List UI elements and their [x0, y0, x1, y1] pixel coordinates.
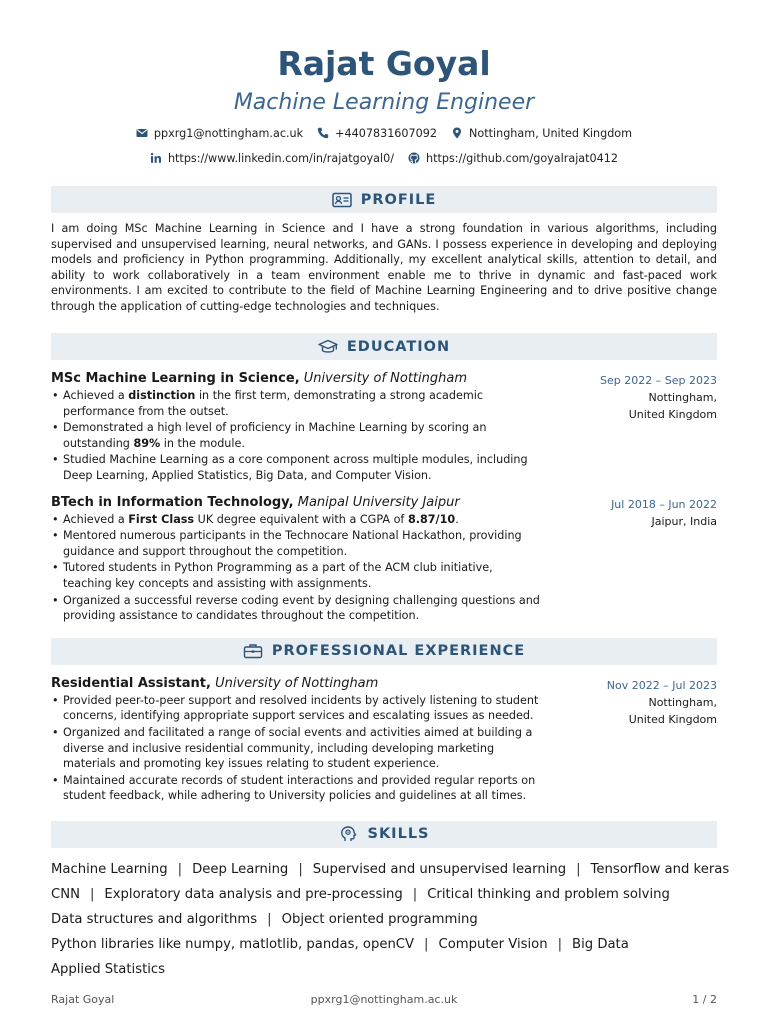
skill-item: Critical thinking and problem solving	[427, 886, 670, 902]
bullet-item: • Mentored numerous participants in the Technocare National Hackathon, providing guidance and support throughout the competition.	[51, 528, 541, 559]
skill-separator: |	[89, 886, 95, 902]
entry-location-line1: Nottingham,	[648, 391, 717, 404]
job-title: Machine Learning Engineer	[233, 90, 535, 115]
contact-row-links	[51, 149, 717, 167]
skill-item: Machine Learning	[51, 861, 168, 877]
contact-github[interactable]	[408, 152, 618, 165]
skill-item: Deep Learning	[192, 861, 289, 877]
entry-meta	[607, 677, 717, 728]
bullet-item: • Studied Machine Learning as a core component across multiple modules, including Deep Learning, Applied Statistics, Big Data, and Computer Vision.	[51, 452, 541, 483]
id-card-icon	[332, 192, 352, 208]
footer-page-number: 1 / 2	[692, 993, 717, 1006]
skill-item: Object oriented programming	[281, 911, 478, 927]
email-text: ppxrg1@nottingham.ac.uk	[153, 126, 304, 140]
education-entry	[51, 494, 717, 624]
bullet-item: • Achieved a distinction in the first term, demonstrating a strong academic performance from the outset.	[51, 388, 541, 419]
candidate-name: Rajat Goyal	[277, 44, 491, 83]
phone-icon	[317, 127, 329, 139]
section-title-profile: PROFILE	[360, 191, 437, 208]
contact-linkedin[interactable]	[150, 152, 394, 165]
section-header-education	[51, 333, 717, 360]
skills-line	[51, 957, 717, 982]
linkedin-text: https://www.linkedin.com/in/rajatgoyal0/	[167, 151, 395, 165]
brain-head-icon	[339, 826, 359, 842]
section-title-education: EDUCATION	[346, 338, 451, 355]
resume-page	[51, 0, 730, 982]
entry-location-line1: Nottingham,	[648, 695, 717, 709]
github-text: https://github.com/goyalrajat0412	[426, 151, 619, 165]
experience-entry	[51, 675, 717, 804]
bullet-item: • Tutored students in Python Programming as a part of the ACM club initiative, teaching key concepts and assisting with assignments.	[51, 560, 541, 591]
entry-location-line2: United Kingdom	[628, 408, 717, 421]
skills-list	[51, 857, 730, 982]
skill-item: Python libraries like numpy, matlotlib, pandas, openCV	[51, 936, 415, 952]
skill-item: Supervised and unsupervised learning	[312, 861, 567, 877]
skill-item: Tensorflow and keras	[590, 861, 730, 877]
contact-phone[interactable]	[317, 127, 437, 140]
entry-location-line2: United Kingdom	[628, 712, 717, 726]
footer-name: Rajat Goyal	[51, 993, 115, 1006]
skill-item: Exploratory data analysis and pre-processing	[104, 886, 403, 902]
section-header-experience	[51, 638, 717, 665]
github-icon	[408, 152, 420, 164]
entry-meta	[600, 372, 717, 423]
entry-bullets	[51, 388, 541, 484]
skill-item: Computer Vision	[438, 936, 548, 952]
footer-email: ppxrg1@nottingham.ac.uk	[310, 993, 458, 1006]
entry-date: Sep 2022 – Sep 2023	[600, 374, 717, 387]
entry-date: Jul 2018 – Jun 2022	[611, 497, 717, 511]
contact-row-primary	[51, 124, 717, 142]
skills-line	[51, 882, 717, 907]
section-title-skills: SKILLS	[367, 826, 430, 843]
degree-name: MSc Machine Learning in Science,	[51, 371, 300, 386]
phone-text: +4407831607092	[335, 126, 438, 140]
role-name: Residential Assistant,	[51, 675, 211, 691]
skill-item: Applied Statistics	[51, 961, 166, 977]
skill-separator: |	[298, 861, 303, 877]
organization-name: University of Nottingham	[215, 675, 379, 691]
page-footer	[51, 993, 717, 1007]
skill-item: Big Data	[572, 936, 629, 952]
section-header-profile	[51, 186, 717, 213]
bullet-item: • Organized a successful reverse coding event by designing challenging questions and providing assistance to candidates throughout the competition.	[51, 593, 541, 624]
section-title-experience: PROFESSIONAL EXPERIENCE	[271, 643, 526, 660]
entry-meta	[611, 496, 717, 530]
profile-summary: I am doing MSc Machine Learning in Science and I have a strong foundation in various algorithms, including supervised and unsupervised learning, neural networks, and GANs. I possess experience in developing and deploying models and proficiency in Python programming. Additionally, my excellent analytical skills, attention to detail, and ability to work collaboratively in a team environment enable me to thrive in dynamic and fast-paced work environments. I am excited to contribute to the field of Machine Learning Engineering and to drive positive change through the application of cutting-edge technologies and techniques.	[51, 222, 717, 313]
section-header-skills	[51, 821, 717, 848]
bullet-item: • Maintained accurate records of student interactions and provided regular reports on student feedback, while adhering to University policies and guidelines at all times.	[51, 773, 541, 804]
contact-location	[451, 127, 632, 140]
skill-separator: |	[576, 861, 581, 877]
entry-location-line1: Jaipur, India	[651, 514, 717, 528]
location-text: Nottingham, United Kingdom	[469, 126, 633, 140]
institution-name: University of Nottingham	[303, 371, 467, 386]
bullet-item: • Provided peer-to-peer support and resolved incidents by actively listening to student concerns, identifying appropriate support services and escalating issues as needed.	[51, 693, 541, 724]
skill-separator: |	[267, 911, 272, 927]
contact-email[interactable]	[136, 127, 303, 140]
skills-line	[51, 907, 717, 932]
education-entry	[51, 370, 717, 484]
skill-item: CNN	[51, 886, 80, 902]
bullet-item: • Demonstrated a high level of proficiency in Machine Learning by scoring an outstanding 89% in the module.	[51, 420, 541, 451]
entry-bullets	[51, 693, 541, 804]
linkedin-icon	[150, 152, 162, 164]
degree-name: BTech in Information Technology,	[51, 494, 294, 510]
briefcase-icon	[243, 643, 263, 659]
bullet-item: • Achieved a First Class UK degree equivalent with a CGPA of 8.87/10.	[51, 512, 541, 528]
envelope-icon	[136, 127, 148, 139]
institution-name: Manipal University Jaipur	[297, 494, 460, 510]
graduation-cap-icon	[318, 339, 338, 355]
entry-date: Nov 2022 – Jul 2023	[606, 678, 717, 692]
skill-separator: |	[177, 861, 183, 877]
skills-line	[51, 932, 717, 957]
skills-line	[51, 857, 730, 882]
skill-separator: |	[412, 886, 418, 902]
skill-separator: |	[557, 936, 563, 952]
skill-separator: |	[424, 936, 429, 952]
entry-bullets	[51, 512, 541, 624]
map-pin-icon	[451, 127, 463, 139]
skill-item: Data structures and algorithms	[51, 911, 258, 927]
bullet-item: • Organized and facilitated a range of social events and activities aimed at building a diverse and inclusive residential community, including developing marketing materials and promoting key issues relating to student experience.	[51, 725, 541, 772]
